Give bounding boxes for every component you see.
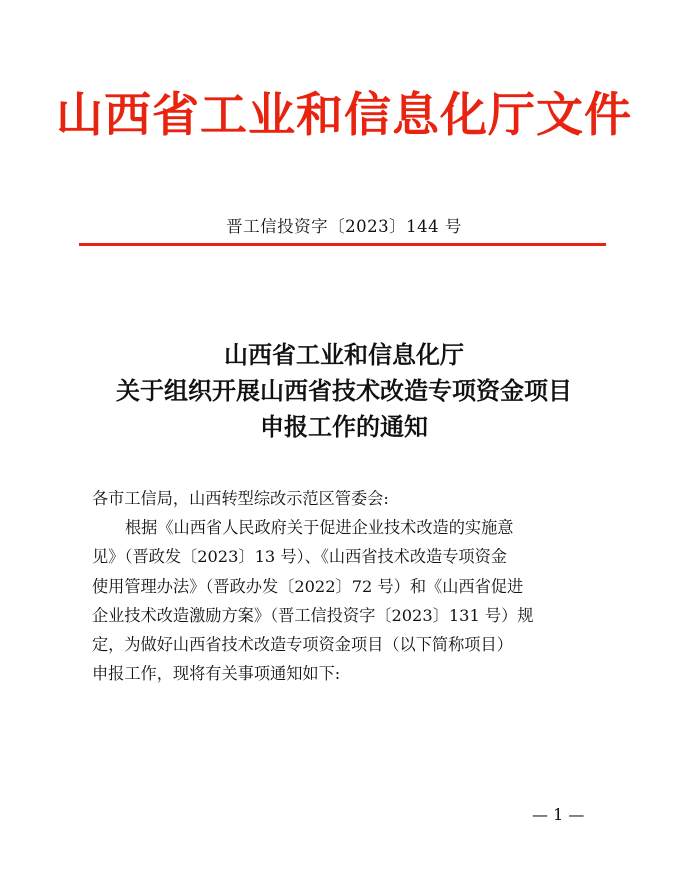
salutation: 各市工信局，山西转型综改示范区管委会:	[92, 489, 389, 508]
notice-body	[92, 484, 594, 688]
issuer-header-title: 山西省工业和信息化厅文件	[56, 88, 632, 143]
body-line: 根据《山西省人民政府关于促进企业技术改造的实施意	[125, 518, 514, 538]
page-number: — 1 —	[532, 805, 585, 824]
notice-title-line: 关于组织开展山西省技术改造专项资金项目	[116, 376, 572, 405]
notice-title	[0, 337, 688, 445]
body-line: 定，为做好山西省技术改造专项资金项目（以下简称项目）	[92, 634, 513, 654]
notice-title-line: 申报工作的通知	[260, 412, 428, 441]
notice-title-line: 山西省工业和信息化厅	[224, 340, 464, 369]
body-line: 使用管理办法》（晋政办发〔2022〕72 号）和《山西省促进	[92, 576, 524, 596]
body-line: 申报工作，现将有关事项通知如下:	[92, 664, 341, 684]
document-number: 晋工信投资字〔2023〕144 号	[226, 217, 462, 236]
red-separator-line	[79, 243, 606, 246]
body-line: 企业技术改造激励方案》（晋工信投资字〔2023〕131 号）规	[92, 605, 534, 625]
body-line: 见》（晋政发〔2023〕13 号）、《山西省技术改造专项资金	[92, 547, 507, 567]
